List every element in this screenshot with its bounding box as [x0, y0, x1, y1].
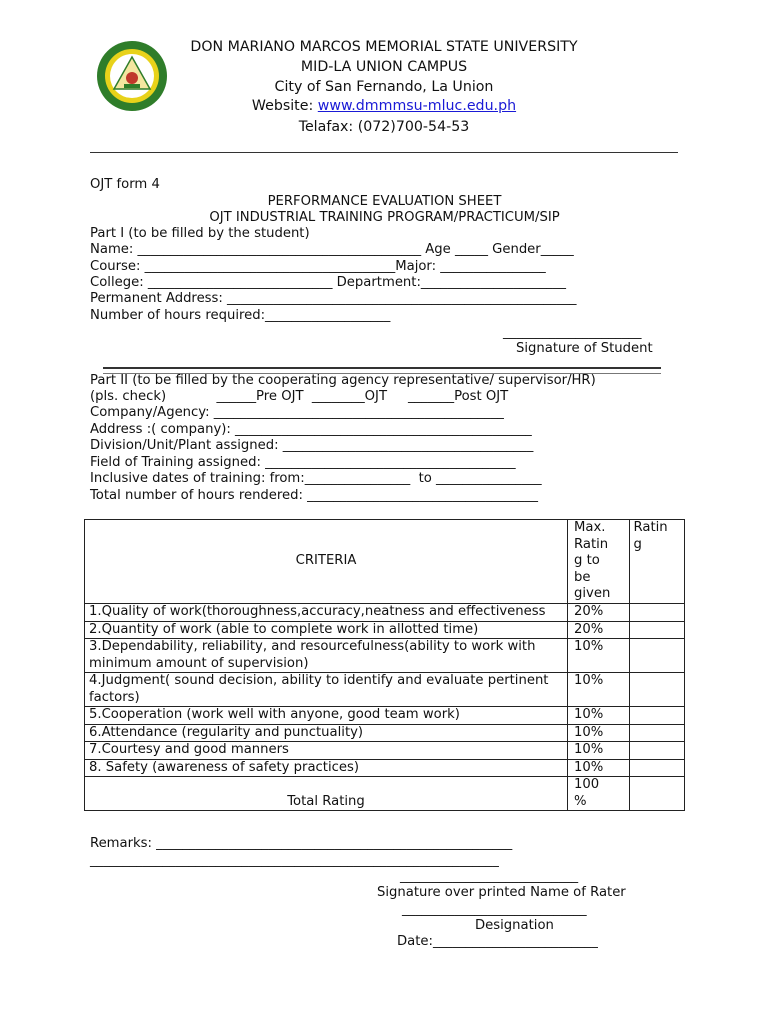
criteria-cell: 8. Safety (awareness of safety practices)	[85, 759, 568, 777]
max-cell: 10%	[568, 724, 630, 742]
part2-heading: Part II (to be filled by the cooperating agency representative/ supervisor/HR)	[90, 373, 596, 388]
inclusive-dates-field[interactable]: Inclusive dates of training: from:________________ to ________________	[90, 471, 542, 486]
total-row	[85, 777, 685, 811]
student-signature-label: Signature of Student	[516, 341, 653, 356]
course-field[interactable]: Course: ______________________________________Major: ________________	[90, 259, 546, 274]
max-cell: 10%	[568, 673, 630, 707]
criteria-cell: 1.Quality of work(thoroughness,accuracy,neatness and effectiveness	[85, 604, 568, 622]
form-subtitle: OJT INDUSTRIAL TRAINING PROGRAM/PRACTICUM/SIP	[209, 210, 560, 225]
part1-heading: Part I (to be filled by the student)	[90, 226, 310, 241]
designation-line[interactable]: ____________________________	[402, 902, 587, 917]
header-divider	[90, 152, 678, 153]
rating-cell[interactable]	[629, 724, 684, 742]
name-field[interactable]: Name: ___________________________________________ Age _____ Gender_____	[90, 242, 574, 257]
permanent-address-field[interactable]: Permanent Address: _____________________________________________________	[90, 291, 577, 306]
max-rating-header: Max. Ratin g to be given	[568, 520, 630, 604]
table-row	[85, 742, 685, 760]
max-cell: 10%	[568, 639, 630, 673]
college-field[interactable]: College: ____________________________ Department:______________________	[90, 275, 566, 290]
division-field[interactable]: Division/Unit/Plant assigned: ______________________________________	[90, 438, 534, 453]
criteria-header: CRITERIA	[85, 520, 568, 604]
total-rating-label: Total Rating	[85, 777, 568, 811]
rater-signature-line[interactable]: ___________________________	[400, 869, 579, 884]
criteria-cell: 6.Attendance (regularity and punctuality)	[85, 724, 568, 742]
student-signature-line[interactable]: _____________________	[503, 325, 642, 340]
total-rating-cell[interactable]	[629, 777, 684, 811]
total-hours-field[interactable]: Total number of hours rendered: ___________________________________	[90, 488, 538, 503]
university-name: DON MARIANO MARCOS MEMORIAL STATE UNIVERSITY	[190, 39, 578, 55]
max-cell: 10%	[568, 742, 630, 760]
field-of-training-field[interactable]: Field of Training assigned: ______________________________________	[90, 455, 516, 470]
table-header-row	[85, 520, 685, 604]
website-link[interactable]: www.dmmmsu-mluc.edu.ph	[317, 98, 517, 114]
rating-cell[interactable]	[629, 742, 684, 760]
table-row	[85, 759, 685, 777]
ojt-stage-check[interactable]: (pls. check) ______Pre OJT ________OJT _______Post OJT	[90, 389, 509, 404]
form-title: PERFORMANCE EVALUATION SHEET	[267, 194, 502, 209]
table-row	[85, 724, 685, 742]
city: City of San Fernando, La Union	[274, 79, 494, 95]
company-field[interactable]: Company/Agency: ____________________________________________	[90, 405, 504, 420]
criteria-cell: 4.Judgment( sound decision, ability to identify and evaluate pertinent factors)	[85, 673, 568, 707]
remarks-field[interactable]: Remarks: ______________________________________________________	[90, 836, 513, 851]
telafax: Telafax: (072)700-54-53	[298, 119, 470, 135]
website-line	[150, 96, 618, 116]
criteria-cell: 2.Quantity of work (able to complete work in allotted time)	[85, 621, 568, 639]
rater-signature-label: Signature over printed Name of Rater	[377, 885, 626, 900]
rating-cell[interactable]	[629, 639, 684, 673]
max-cell: 20%	[568, 604, 630, 622]
table-row	[85, 604, 685, 622]
date-field[interactable]: Date:_________________________	[397, 934, 598, 949]
rating-header: Ratin g	[629, 520, 684, 604]
table-row	[85, 621, 685, 639]
max-cell: 10%	[568, 759, 630, 777]
max-cell: 10%	[568, 707, 630, 725]
rating-cell[interactable]	[629, 707, 684, 725]
rating-cell[interactable]	[629, 621, 684, 639]
max-cell: 20%	[568, 621, 630, 639]
criteria-table	[84, 519, 685, 811]
criteria-cell: 3.Dependability, reliability, and resourcefulness(ability to work with minimum amount of supervision)	[85, 639, 568, 673]
company-address-field[interactable]: Address :( company): _____________________________________________	[90, 422, 532, 437]
criteria-cell: 7.Courtesy and good manners	[85, 742, 568, 760]
remarks-field-line2[interactable]: ______________________________________________________________	[90, 853, 499, 868]
form-number: OJT form 4	[90, 177, 160, 192]
table-row	[85, 673, 685, 707]
table-row	[85, 639, 685, 673]
rating-cell[interactable]	[629, 759, 684, 777]
criteria-cell: 5.Cooperation (work well with anyone, good team work)	[85, 707, 568, 725]
campus-name: MID-LA UNION CAMPUS	[300, 59, 468, 75]
total-max-cell: 100 %	[568, 777, 630, 811]
rating-cell[interactable]	[629, 673, 684, 707]
website-label: Website:	[251, 98, 318, 114]
designation-label: Designation	[475, 918, 554, 933]
hours-required-field[interactable]: Number of hours required:___________________	[90, 308, 391, 323]
table-row	[85, 707, 685, 725]
rating-cell[interactable]	[629, 604, 684, 622]
